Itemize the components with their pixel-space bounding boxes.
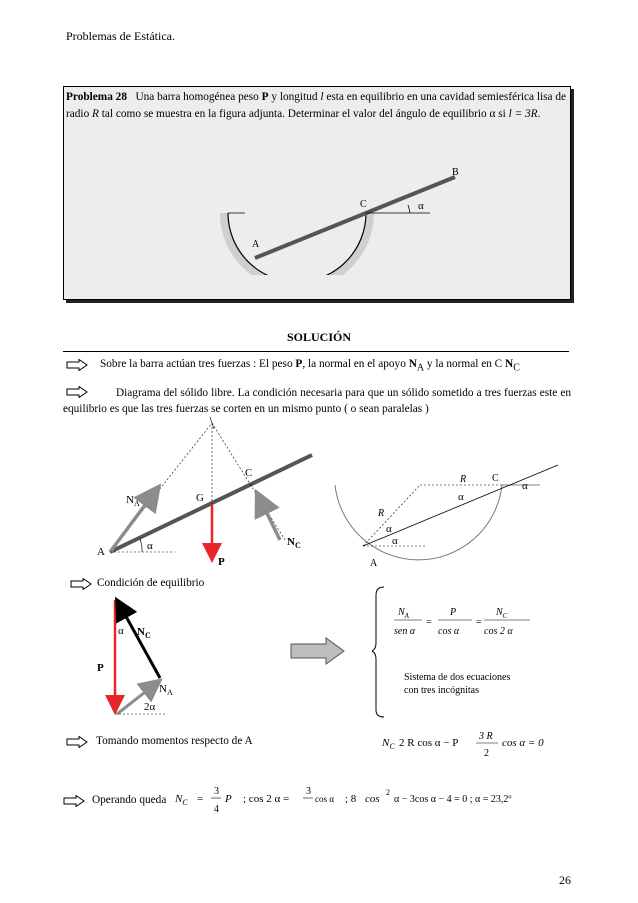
problem-label: Problema 28 bbox=[66, 91, 127, 103]
problem-figure bbox=[200, 165, 470, 275]
step-5-text: Operando queda bbox=[92, 794, 167, 806]
G-label: G bbox=[196, 492, 204, 504]
frac-den: 2 bbox=[484, 748, 489, 759]
implies-arrow-icon bbox=[290, 637, 346, 665]
P-symbol: P bbox=[225, 793, 232, 805]
f2-num: 3 bbox=[306, 786, 311, 797]
R-label-side: R bbox=[378, 508, 385, 519]
system-caption-1: Sistema de dos ecuaciones bbox=[404, 672, 511, 683]
system-brace bbox=[372, 587, 384, 717]
result-equation bbox=[175, 782, 573, 818]
P-label: P bbox=[97, 662, 104, 674]
two-alpha-label: 2α bbox=[144, 701, 156, 713]
geometry-diagram bbox=[330, 455, 570, 580]
cos-alpha: cos α bbox=[315, 794, 334, 804]
problem-text-1: Una barra homogénea peso bbox=[135, 91, 259, 103]
problem-text-4: tal como se muestra en la figura adjunta. Determinar el valor del ángulo de equilibrio α si bbox=[101, 107, 506, 120]
point-B-label: B bbox=[452, 167, 459, 178]
length-condition: l = 3R bbox=[508, 107, 538, 120]
equation-system bbox=[372, 585, 572, 720]
angle-arc bbox=[140, 539, 142, 552]
sep-1: ; cos 2 α = bbox=[243, 793, 290, 805]
hollow-arrow-icon bbox=[70, 578, 92, 590]
cavity-circle bbox=[335, 485, 502, 560]
hollow-arrow-icon bbox=[66, 736, 88, 748]
moment-equation bbox=[382, 726, 572, 760]
weight-symbol: P bbox=[261, 91, 269, 103]
radius-symbol: R bbox=[92, 107, 99, 120]
NC-line-of-action bbox=[212, 423, 285, 540]
moment-eq-c: cos α = 0 bbox=[502, 737, 544, 749]
step-1-text: Sobre la barra actúan tres fuerzas : El peso P, la normal en el apoyo $N_A$ y la normal en C $N_C$ bbox=[100, 358, 520, 374]
square: 2 bbox=[386, 788, 390, 797]
NA-label: $N_A$ bbox=[159, 683, 173, 697]
alpha-at-A-lower: α bbox=[392, 535, 398, 547]
equals-1: = bbox=[426, 617, 432, 628]
step-4-text: Tomando momentos respecto de A bbox=[96, 735, 253, 747]
equals-2: = bbox=[476, 617, 482, 628]
bar bbox=[255, 177, 455, 258]
C-label: C bbox=[245, 467, 253, 479]
equals: = bbox=[197, 793, 204, 805]
problem-statement: Problema 28 Una barra homogénea peso P y longitud l esta en equilibrio en una cavidad semiesférica lisa de radio R tal como se muestra en la figura adjunta. Determinar el valor del ángulo de equilibrio α si l = 3R. bbox=[66, 91, 567, 120]
force-triangle bbox=[85, 590, 205, 720]
rest: α − 3cos α − 4 = 0 ; α = 23,2º bbox=[394, 794, 512, 805]
free-body-diagram bbox=[80, 415, 330, 585]
page-number: 26 bbox=[559, 873, 571, 887]
NC-label: $N_C$ bbox=[137, 626, 151, 640]
NC-vector bbox=[118, 602, 160, 678]
step-2-text: Diagrama del sólido libre. La condición necesaria para que un sólido sometido a tres fuerzas este en equilibrio es que las tres fuerzas se corten en un mismo punto ( o sean paralelas ) bbox=[63, 387, 571, 415]
length-symbol: l bbox=[320, 91, 324, 103]
nc-symbol: $N_C$ bbox=[175, 793, 188, 807]
system-caption-2: con tres incógnitas bbox=[404, 685, 479, 696]
running-header: Problemas de Estática. bbox=[66, 29, 175, 43]
f1-num: $N_A$ bbox=[398, 607, 409, 620]
A-label: A bbox=[370, 558, 378, 569]
nc-symbol: $N_C$ bbox=[382, 737, 395, 751]
alpha-label: α bbox=[147, 540, 153, 552]
moment-eq-b: 2 R cos α − P bbox=[399, 737, 459, 749]
point-C-label: C bbox=[360, 199, 367, 210]
f2-den: cos α bbox=[438, 626, 460, 637]
R-label-top: R bbox=[460, 474, 467, 485]
cavity-shading bbox=[220, 213, 374, 275]
hollow-arrow-icon bbox=[63, 795, 85, 807]
A-label: A bbox=[97, 546, 105, 558]
step-3-text: Condición de equilibrio bbox=[97, 577, 205, 589]
f1-den: sen α bbox=[394, 626, 416, 637]
solution-title: SOLUCIÓN bbox=[286, 330, 351, 344]
f3-num: $N_C$ bbox=[496, 607, 508, 620]
C-label: C bbox=[492, 473, 499, 484]
point-A-label: A bbox=[252, 239, 260, 250]
alpha-at-center: α bbox=[458, 491, 464, 503]
problem-text-2: y longitud bbox=[271, 91, 318, 103]
alpha-label: α bbox=[118, 625, 124, 637]
cos-symbol: cos bbox=[365, 793, 380, 805]
solution-rule bbox=[63, 351, 569, 352]
frac-num: 3 R bbox=[479, 731, 493, 742]
f-den: 4 bbox=[214, 804, 219, 815]
f2-num: P bbox=[450, 607, 457, 618]
angle-arc bbox=[408, 205, 410, 213]
f-num: 3 bbox=[214, 786, 219, 797]
NA-label: $N_A$ bbox=[126, 494, 140, 508]
sep-2: ; 8 bbox=[345, 793, 357, 805]
alpha-at-C: α bbox=[522, 480, 528, 492]
problem-text-3: esta en equilibrio en una cavidad semiesférica lisa de radio bbox=[66, 91, 567, 120]
angle-alpha-label: α bbox=[418, 200, 424, 212]
NC-label: $N_C$ bbox=[287, 536, 301, 550]
f3-den: cos 2 α bbox=[484, 626, 513, 637]
alpha-at-A-upper: α bbox=[386, 523, 392, 535]
P-label: P bbox=[218, 556, 225, 568]
hollow-arrow-icon bbox=[66, 359, 88, 371]
NC-vector bbox=[258, 495, 280, 540]
